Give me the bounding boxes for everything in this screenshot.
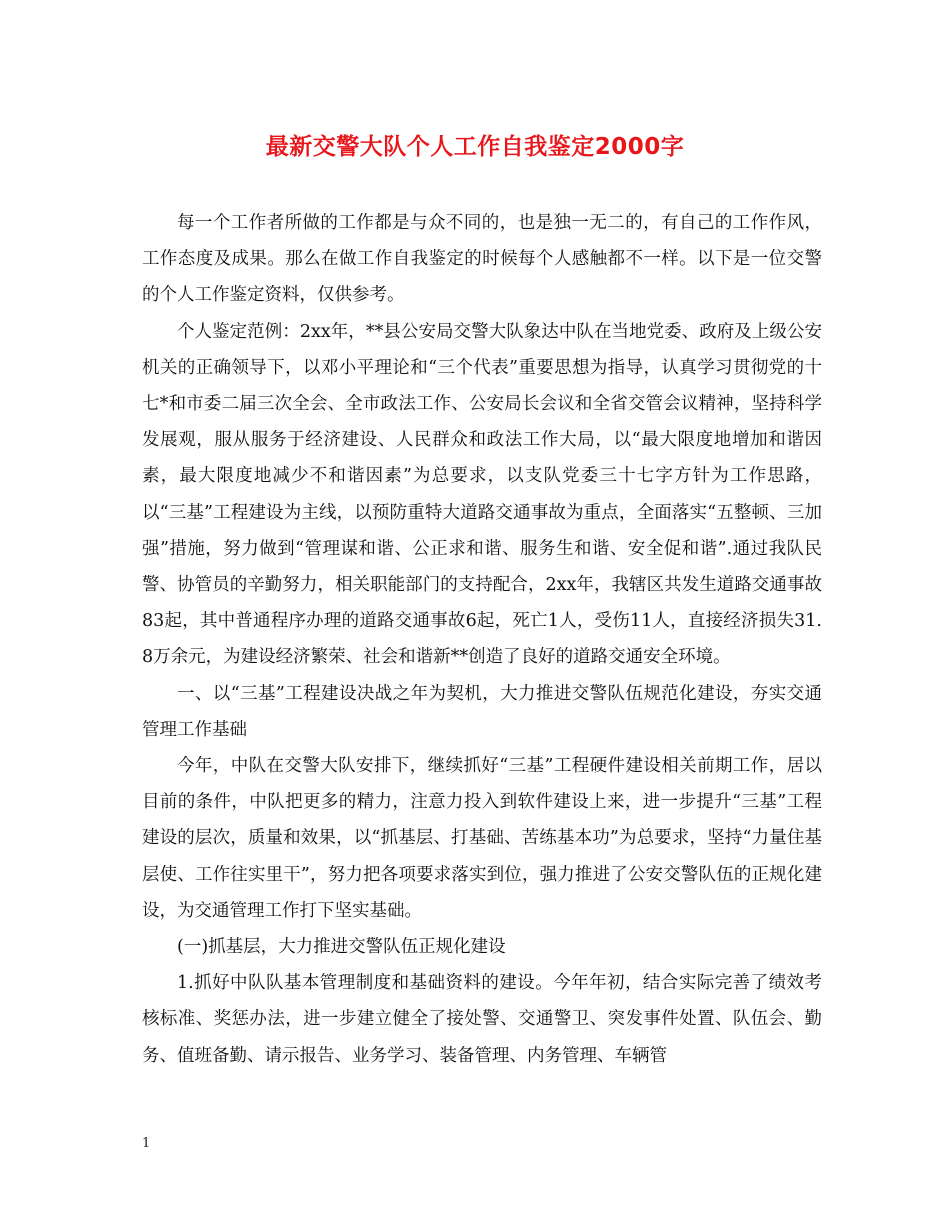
document-body bbox=[142, 205, 822, 1074]
page-number: 1 bbox=[142, 1136, 151, 1151]
paragraph-example: 个人鉴定范例：2xx年，**县公安局交警大队象达中队在当地党委、政府及上级公安机关的正确领导下，以邓小平理论和“三个代表”重要思想为指导，认真学习贯彻党的十七*和市委二届三次全会、全市政法工作、公安局长会议和全省交管会议精神，坚持科学发展观，服从服务于经济建设、人民群众和政法工作大局，以“最大限度地增加和谐因素，最大限度地减少不和谐因素”为总要求，以支队党委三十七字方针为工作思路，以“三基”工程建设为主线，以预防重特大道路交通事故为重点，全面落实“五整顿、三加强”措施，努力做到“管理谋和谐、公正求和谐、服务生和谐、安全促和谐”.通过我队民警、协管员的辛勤努力，相关职能部门的支持配合，2xx年，我辖区共发生道路交通事故83起，其中普通程序办理的道路交通事故6起，死亡1人，受伤11人，直接经济损失31.8万余元，为建设经济繁荣、社会和谐新**创造了良好的道路交通安全环境。 bbox=[142, 321, 822, 668]
subsection-heading-1: (一)抓基层，大力推进交警队伍正规化建设 bbox=[177, 937, 506, 958]
paragraph-intro: 每一个工作者所做的工作都是与众不同的，也是独一无二的，有自己的工作作风，工作态度及成果。那么在做工作自我鉴定的时候每个人感触都不一样。以下是一位交警的个人工作鉴定资料，仅供参考。 bbox=[142, 213, 822, 306]
document-title: 最新交警大队个人工作自我鉴定2000字 bbox=[265, 134, 685, 160]
section-heading-1: 一、以“三基”工程建设决战之年为契机，大力推进交警队伍规范化建设，夯实交通管理工作基础 bbox=[142, 683, 822, 740]
paragraph-item-1: 1.抓好中队队基本管理制度和基础资料的建设。今年年初，结合实际完善了绩效考核标准、奖惩办法，进一步建立健全了接处警、交通警卫、突发事件处置、队伍会、勤务、值班备勤、请示报告、业务学习、装备管理、内务管理、车辆管 bbox=[142, 973, 822, 1066]
paragraph-this-year: 今年，中队在交警大队安排下，继续抓好“三基”工程硬件建设相关前期工作，居以目前的条件，中队把更多的精力，注意力投入到软件建设上来，进一步提升“三基”工程建设的层次，质量和效果，以“抓基层、打基础、苦练基本功”为总要求，坚持“力量住基层使、工作往实里干”，努力把各项要求落实到位，强力推进了公安交警队伍的正规化建设，为交通管理工作打下坚实基础。 bbox=[142, 756, 822, 921]
